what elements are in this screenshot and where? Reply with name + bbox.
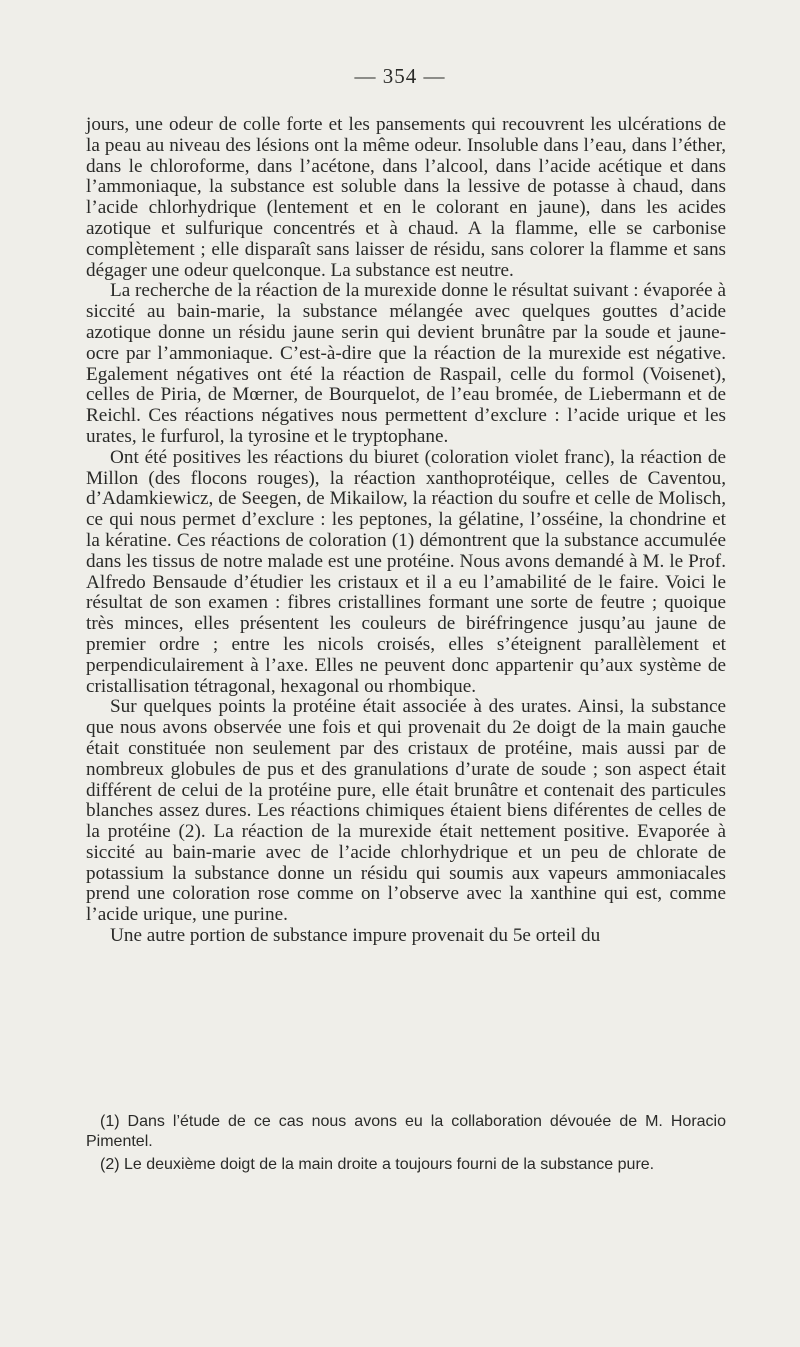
paragraph-3: Ont été positives les réactions du biuret (coloration violet franc), la réaction de Millon (des flocons rouges), la réaction xanthoprotéique, celles de Caventou, d’Adamkiewicz, de Seegen, de Mikailow, la réaction du soufre et celle de Molisch, ce qui nous permet d’exclure : les peptones, la gélatine, l’osséine, la chondrine et la kératine. Ces réactions de coloration (1) démontrent que la substance accumulée dans les tissus de notre malade est une protéine. Nous avons demandé à M. le Prof. Alfredo Bensaude d’étudier les cristaux et il a eu l’amabilité de le faire. Voici le résultat de son examen : fibres cristallines formant une sorte de feutre ; quoique très minces, elles présentent les couleurs de biréfringence jusqu’au jaune de premier ordre ; entre les nicols croisés, elles s’éteignent parallèlement et perpendiculairement à l’axe. Elles ne peuvent donc appartenir qu’aux système de cristallisation tétragonal, hexagonal ou rhombique.: [86, 446, 726, 697]
footnote-2: (2) Le deuxième doigt de la main droite a toujours fourni de la substance pure.: [100, 1156, 655, 1173]
paragraph-5: Une autre portion de substance impure provenait du 5e orteil du: [110, 925, 601, 947]
body-text: [86, 115, 726, 947]
footnotes: [86, 1112, 726, 1175]
paragraph-1: jours, une odeur de colle forte et les pansements qui recouvrent les ulcérations de la peau au niveau des lésions ont la même odeur. Insoluble dans l’eau, dans l’éther, dans le chloroforme, dans l’acétone, dans l’alcool, dans l’acide acétique et dans l’ammoniaque, la substance est soluble dans la lessive de potasse à chaud, dans l’acide chlorhydrique (lentement et en le colorant en jaune), dans les acides azotique et sulfurique concentrés et à chaud. A la flamme, elle se carbonise complètement ; elle disparaît sans laisser de résidu, sans colorer la flamme et sans dégager une odeur quelconque. La substance est neutre.: [86, 114, 726, 281]
paragraph-4: Sur quelques points la protéine était associée à des urates. Ainsi, la substance que nous avons observée une fois et qui provenait du 2e doigt de la main gauche était constituée non seulement par des cristaux de protéine, mais aussi par de nombreux globules de pus et des granulations d’urate de soude ; son aspect était différent de celui de la protéine pure, elle était brunâtre et contenait des particules blanches assez dures. Les réactions chimiques étaient biens diférentes de celles de la protéine (2). La réaction de la murexide était nettement positive. Evaporée à siccité au bain-marie avec de l’acide chlorhydrique et un peu de chlorate de potassium la substance donne un résidu qui soumis aux vapeurs ammoniacales prend une coloration rose comme on l’observe avec la xanthine qui est, comme l’acide urique, une purine.: [86, 696, 726, 926]
paragraph-2: La recherche de la réaction de la murexide donne le résultat suivant : évaporée à siccité au bain-marie, la substance mélangée avec quelques gouttes d’acide azotique donne un résidu jaune serin qui devient brunâtre par la soude et jaune-ocre par l’ammoniaque. C’est-à-dire que la réaction de la murexide est négative. Egalement négatives ont été la réaction de Raspail, celle du formol (Voisenet), celles de Piria, de Mœrner, de Bourquelot, de l’eau bromée, de Liebermann et de Reichl. Ces réactions négatives nous permettent d’exclure : l’acide urique et les urates, le furfurol, la tyrosine et le tryptophane.: [86, 280, 726, 447]
footnote-1: (1) Dans l’étude de ce cas nous avons eu la collaboration dévouée de M. Horacio Pimentel.: [86, 1113, 726, 1150]
page-number: — 354 —: [354, 64, 446, 88]
